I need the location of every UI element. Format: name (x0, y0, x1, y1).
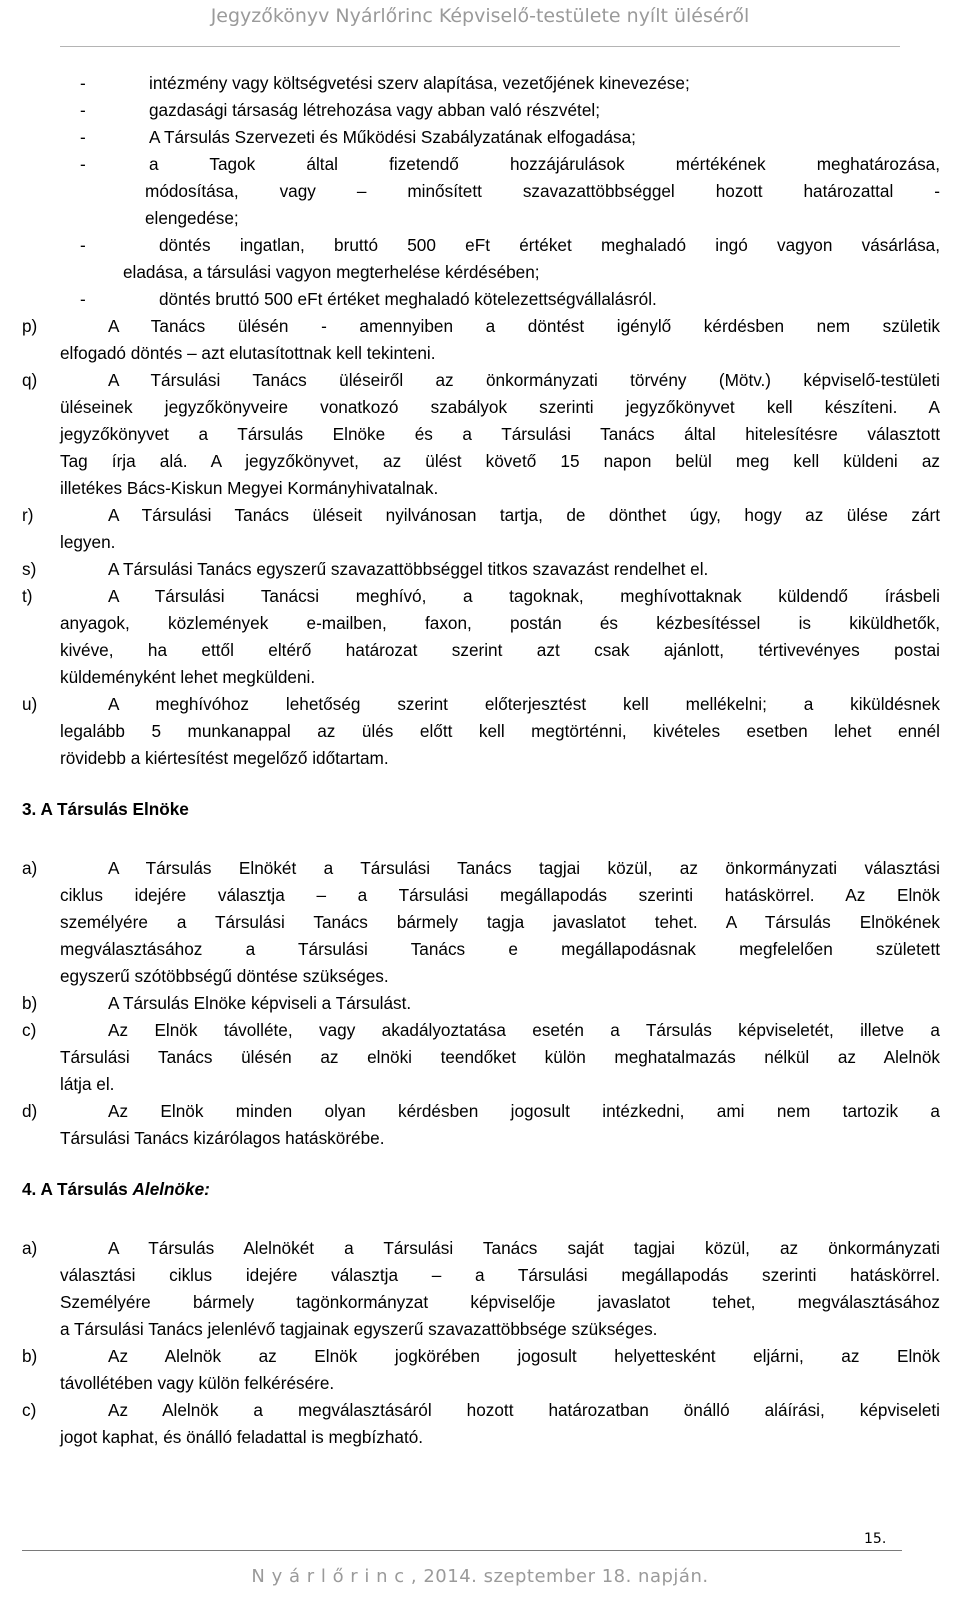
list-item-continuation (22, 421, 940, 448)
list-item (22, 313, 940, 340)
list-item-text: Tag írja alá. A jegyzőkönyvet, az ülést követő 15 napon belül meg kell küldeni az (60, 451, 940, 471)
list-item-continuation (22, 1071, 940, 1098)
list-item-text: a Tagok által fizetendő hozzájárulások mértékének meghatározása, (149, 154, 940, 174)
list-item-continuation (22, 1125, 940, 1152)
item-label: a) (22, 1238, 38, 1258)
list-item-continuation (22, 1289, 940, 1316)
dash-marker: - (80, 235, 86, 255)
item-label: c) (22, 1400, 37, 1420)
page-footer (0, 1566, 960, 1587)
item-label: u) (22, 694, 38, 714)
list-item-text: A Társulás Alelnökét a Társulási Tanács saját tagjai közül, az önkormányzati (108, 1238, 940, 1258)
list-item-continuation (22, 1316, 940, 1343)
section-heading (22, 796, 940, 823)
list-item-text: A Társulás Elnöke képviseli a Társulást. (108, 993, 412, 1013)
list-item (22, 1397, 940, 1424)
list-item-text: választási ciklus idejére választja – a Társulási megállapodás szerinti hatáskörrel. (60, 1265, 940, 1285)
list-item-text: legalább 5 munkanappal az ülés előtt kell megtörténni, kivételes esetben lehet ennél (60, 721, 940, 741)
list-item-text: A meghívóhoz lehetőség szerint előterjesztést kell mellékelni; a kiküldésnek (108, 694, 940, 714)
list-item (22, 691, 940, 718)
section-title-italic: Alelnöke: (132, 1179, 210, 1199)
list-item-continuation (22, 1370, 940, 1397)
list-item-continuation (22, 178, 940, 205)
list-item (22, 70, 940, 97)
list-item-text: eladása, a társulási vagyon megterhelése kérdésében; (123, 262, 540, 282)
list-item (22, 556, 940, 583)
list-item-text: elengedése; (145, 208, 239, 228)
list-item-continuation (22, 882, 940, 909)
page-number: 15. (864, 1531, 887, 1547)
document-body (22, 70, 940, 1451)
list-item-continuation (22, 394, 940, 421)
item-label: d) (22, 1101, 38, 1121)
list-item-text: módosítása, vagy – minősített szavazattöbbséggel hozott határozattal - (145, 181, 940, 201)
list-item-continuation (22, 448, 940, 475)
list-item-text: egyszerű szótöbbségű döntése szükséges. (60, 966, 389, 986)
section-title: 4. A Társulás (22, 1179, 133, 1199)
list-item-text: döntés bruttó 500 eFt értéket meghaladó kötelezettségvállalásról. (159, 289, 657, 309)
list-item (22, 1098, 940, 1125)
item-label: t) (22, 586, 33, 606)
list-item-text: A Társulási Tanács üléseiről az önkormányzati törvény (Mötv.) képviselő-testületi (108, 370, 940, 390)
list-item-text: Az Elnök minden olyan kérdésben jogosult intézkedni, ami nem tartozik a (108, 1101, 940, 1121)
list-item-continuation (22, 664, 940, 691)
list-item-text: Társulási Tanács ülésén az elnöki teendőket külön meghatalmazás nélkül az Alelnök (60, 1047, 940, 1067)
list-item (22, 1017, 940, 1044)
list-item-text: A Tanács ülésén - amennyiben a döntést igénylő kérdésben nem születik (108, 316, 940, 336)
list-item-text: A Társulási Tanács üléseit nyilvánosan tartja, de dönthet úgy, hogy az ülése zárt (108, 505, 940, 525)
list-item (22, 97, 940, 124)
list-item-continuation (22, 340, 940, 367)
list-item (22, 502, 940, 529)
item-label: c) (22, 1020, 37, 1040)
sub-list-item-continuation (22, 259, 940, 286)
items-p-to-u (22, 313, 940, 772)
sub-list-item (22, 286, 940, 313)
list-item-text: A Társulási Tanácsi meghívó, a tagoknak, meghívottaknak küldendő írásbeli (108, 586, 940, 606)
dash-marker: - (80, 73, 86, 93)
list-item-continuation (22, 610, 940, 637)
item-label: s) (22, 559, 37, 579)
list-item-text: rövidebb a kiértesítést megelőző időtartam. (60, 748, 389, 768)
list-item (22, 151, 940, 178)
list-item-text: Az Alelnök a megválasztásáról hozott határozatban önálló aláírási, képviseleti (108, 1400, 940, 1420)
list-item-continuation (22, 1424, 940, 1451)
dash-marker: - (80, 154, 86, 174)
list-item-continuation (22, 637, 940, 664)
list-item-continuation (22, 909, 940, 936)
items-alelnok (22, 1235, 940, 1451)
list-item-text: üléseinek jegyzőkönyveire vonatkozó szabályok szerinti jegyzőkönyvet kell készíteni. A (60, 397, 940, 417)
list-item (22, 990, 940, 1017)
list-item-text: döntés ingatlan, bruttó 500 eFt értéket meghaladó ingó vagyon vásárlása, (159, 235, 940, 255)
sub-list-item (22, 232, 940, 259)
list-item-text: A Társulás Elnökét a Társulási Tanács tagjai közül, az önkormányzati választási (108, 858, 940, 878)
list-item-continuation (22, 936, 940, 963)
list-item (22, 367, 940, 394)
list-item-continuation (22, 529, 940, 556)
footer-rule (22, 1550, 902, 1551)
list-item-text: küldeményként lehet megküldeni. (60, 667, 316, 687)
list-item-continuation (22, 205, 940, 232)
page-header (0, 0, 960, 48)
item-label: b) (22, 1346, 38, 1366)
list-item-text: A Társulási Tanács egyszerű szavazattöbbséggel titkos szavazást rendelhet el. (108, 559, 709, 579)
dash-marker: - (80, 100, 86, 120)
list-item-text: legyen. (60, 532, 116, 552)
list-item-text: személyére a Társulási Tanács bármely tagja javaslatot tehet. A Társulás Elnökének (60, 912, 940, 932)
list-item-text: jogot kaphat, és önálló feladattal is megbízható. (60, 1427, 424, 1447)
list-item-text: kivéve, ha ettől eltérő határozat szerint azt csak ajánlott, tértivevényes postai (60, 640, 940, 660)
list-item (22, 124, 940, 151)
header-rule (60, 46, 900, 47)
list-item (22, 1343, 940, 1370)
list-item-text: távollétében vagy külön felkérésére. (60, 1373, 335, 1393)
list-item-text: jegyzőkönyvet a Társulás Elnöke és a Társulási Tanács által hitelesítésre választott (60, 424, 940, 444)
item-label: p) (22, 316, 38, 336)
list-item-continuation (22, 1044, 940, 1071)
section-heading (22, 1176, 940, 1203)
section-title: 3. A Társulás Elnöke (22, 799, 189, 819)
list-item-text: gazdasági társaság létrehozása vagy abban való részvétel; (149, 100, 600, 120)
list-item-text: anyagok, közlemények e-mailben, faxon, postán és kézbesítéssel is kiküldhetők, (60, 613, 940, 633)
list-item (22, 583, 940, 610)
list-item-text: Személyére bármely tagönkormányzat képviselője javaslatot tehet, megválasztásához (60, 1292, 940, 1312)
item-label: r) (22, 505, 34, 525)
list-item-continuation (22, 745, 940, 772)
item-label: q) (22, 370, 38, 390)
list-item-text: ciklus idejére választja – a Társulási megállapodás szerinti hatáskörrel. Az Elnök (60, 885, 940, 905)
list-item-text: A Társulás Szervezeti és Működési Szabályzatának elfogadása; (149, 127, 636, 147)
footer-text: N y á r l ő r i n c , 2014. szeptember 18. napján. (251, 1566, 709, 1587)
list-item-continuation (22, 963, 940, 990)
list-item-text: elfogadó döntés – azt elutasítottnak kell tekinteni. (60, 343, 436, 363)
list-item (22, 1235, 940, 1262)
list-item (22, 855, 940, 882)
list-item-text: intézmény vagy költségvetési szerv alapítása, vezetőjének kinevezése; (149, 73, 690, 93)
list-item-continuation (22, 475, 940, 502)
dash-marker: - (80, 127, 86, 147)
list-item-text: megválasztásához a Társulási Tanács e megállapodásnak megfelelően született (60, 939, 940, 959)
list-item-text: látja el. (60, 1074, 115, 1094)
list-item-text: a Társulási Tanács jelenlévő tagjainak egyszerű szavazattöbbsége szükséges. (60, 1319, 658, 1339)
list-item-continuation (22, 1262, 940, 1289)
item-label: a) (22, 858, 38, 878)
list-item-text: Az Alelnök az Elnök jogkörében jogosult helyettesként eljárni, az Elnök (108, 1346, 940, 1366)
list-item-text: Az Elnök távolléte, vagy akadályoztatása esetén a Társulás képviseletét, illetve a (108, 1020, 940, 1040)
list-item-text: Társulási Tanács kizárólagos hatáskörébe. (60, 1128, 385, 1148)
dash-marker: - (80, 289, 86, 309)
list-item-text: illetékes Bács-Kiskun Megyei Kormányhivatalnak. (60, 478, 439, 498)
list-item-continuation (22, 718, 940, 745)
item-label: b) (22, 993, 38, 1013)
items-elnok (22, 855, 940, 1152)
header-title: Jegyzőkönyv Nyárlőrinc Képviselő-testülete nyílt üléséről (210, 5, 750, 27)
